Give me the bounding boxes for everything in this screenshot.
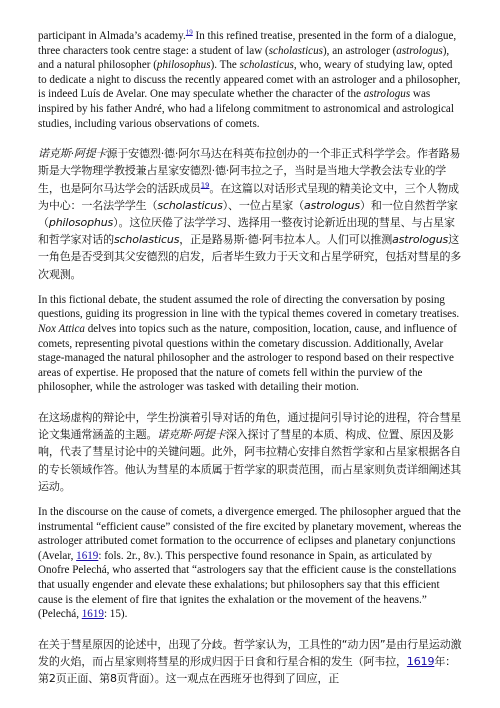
text: ), an astrologer ( — [322, 44, 397, 57]
text: : 15). — [103, 608, 128, 621]
text: ), and a natural philosopher ( — [38, 44, 450, 72]
italic-term: 诺克斯·阿提卡 — [38, 147, 107, 161]
italic-term: scholasticus — [239, 59, 294, 72]
text: In this fictional debate, the student assumed the role of directing the conversation by posing questions, guiding its progression in line with the typical themes covered in cometary treatises. — [38, 293, 460, 321]
citation-link-1619[interactable]: 1619 — [81, 608, 104, 621]
text: ). The — [210, 59, 240, 72]
text: ）和一位自然哲学家（ — [38, 198, 458, 229]
italic-term: scholasticus — [113, 233, 180, 247]
italic-term: astrologus — [363, 88, 411, 101]
paragraph-zh-3 — [38, 636, 462, 688]
text: 在关于彗星原因的论述中，出现了分歧。哲学家认为，工具性的“动力因”是由行星运动激发的火焰，而占星家则将彗星的形成归因于日食和行星合相的发生（阿韦拉， — [38, 637, 462, 668]
text: 这一角色是否受到其父安德烈的启发，后者毕生致力于天文和占星学研究，包括对彗星的多次观测。 — [38, 233, 462, 281]
paragraph-en-3 — [38, 505, 462, 622]
text: In the discourse on the cause of comets, a divergence emerged. The philosopher argued that the instrumental “efficient cause” consisted of the fire excited by planetary movement, whereas the astrologer attributed comet formation to the occurrence of eclipses and planetary conjunctions (Avelar, — [38, 505, 462, 562]
paragraph-zh-1 — [38, 145, 462, 283]
footnote-link-19[interactable]: 19 — [200, 180, 210, 189]
citation-link-1619[interactable]: 1619 — [406, 654, 435, 668]
italic-term: scholasticus — [157, 198, 223, 212]
paragraph-en-2 — [38, 293, 462, 395]
text: , who, weary of studying law, opted to dedicate a night to discuss the recently appeared comet with an astrologer and a philosopher, is indeed Luís de Avelar. One may speculate whether the character of the — [38, 59, 461, 101]
text: ）、一位占星家（ — [222, 198, 304, 212]
text: 深入探讨了彗星的本质、构成、位置、原因及影响，代表了彗星讨论中的关键问题。此外，阿韦拉精心安排自然哲学家和占星家根据各自的专长领域作答。他认为彗星的本质属于哲学家的职责范围，而占星家则负责详细阐述其运动。 — [38, 428, 462, 493]
text: ，正是路易斯·德·阿韦拉本人。人们可以推测 — [179, 233, 393, 247]
paragraph-zh-2 — [38, 409, 462, 495]
text: 年：第2页正面、第8页背面）。这一观点在西班牙也得到了回应，正 — [38, 654, 457, 686]
italic-term: Nox Attica — [38, 322, 85, 335]
italic-term: astrologus — [304, 198, 361, 212]
footnote-link-19[interactable]: 19 — [185, 28, 193, 37]
citation-link-1619[interactable]: 1619 — [76, 549, 99, 562]
text: 。在这篇以对话形式呈现的精美论文中，三个人物成为中心：一名法学学生（ — [38, 181, 459, 212]
text: ）。这位厌倦了法学学习、选择用一整夜讨论新近出现的彗星、与占星家和哲学家对话的 — [38, 215, 455, 247]
italic-term: 诺克斯·阿提卡 — [157, 428, 226, 442]
text: delves into topics such as the nature, composition, location, cause, and influence of comets, representing pivotal questions within the cometary discussion. Additionally, Avelar stage-managed the natural philosopher and the astrologer to respond based on their respective areas of expertise. He proposed that the nature of comets fell within the purview of the philosopher, while the astrologer was tasked with detailing their motion. — [38, 322, 457, 394]
text: was inspired by his father André, who had a lifelong commitment to astronomical and astrological studies, including various observations of comets. — [38, 88, 454, 130]
document-page — [38, 29, 462, 697]
italic-term: astrologus — [392, 233, 449, 247]
text: In this refined treatise, presented in the form of a dialogue, three characters took centre stage: a student of law ( — [38, 30, 457, 57]
italic-term: scholasticus — [268, 44, 323, 57]
text: 源于安德烈·德·阿尔马达在科英布拉创办的一个非正式科学学会。作者路易斯是大学物理学教授兼占星家安德烈·德·阿韦拉之子，当时是当地大学教会法专业的学生，也是阿尔马达学会的活跃成员 — [38, 147, 461, 195]
text: participant in Almada’s academy. — [38, 30, 186, 42]
text: 在这场虚构的辩论中，学生扮演着引导对话的角色，通过提问引导讨论的进程，符合彗星论文集通常涵盖的主题。 — [38, 410, 462, 442]
italic-term: philosophus — [48, 215, 114, 229]
text: : fols. 2r., 8v.). This perspective found resonance in Spain, as articulated by Onofre Pelechá, who asserted that “astrologers say that the efficient cause is the constellations that usually engender and elevate these exhalations; but philosophers say that this efficient cause is the element of fire that ignites the exhalation or the movement of the heavens.” (Pelechá, — [38, 549, 457, 621]
paragraph-en-1 — [38, 29, 462, 131]
italic-term: philosophus — [156, 59, 211, 72]
italic-term: astrologus — [396, 44, 443, 57]
